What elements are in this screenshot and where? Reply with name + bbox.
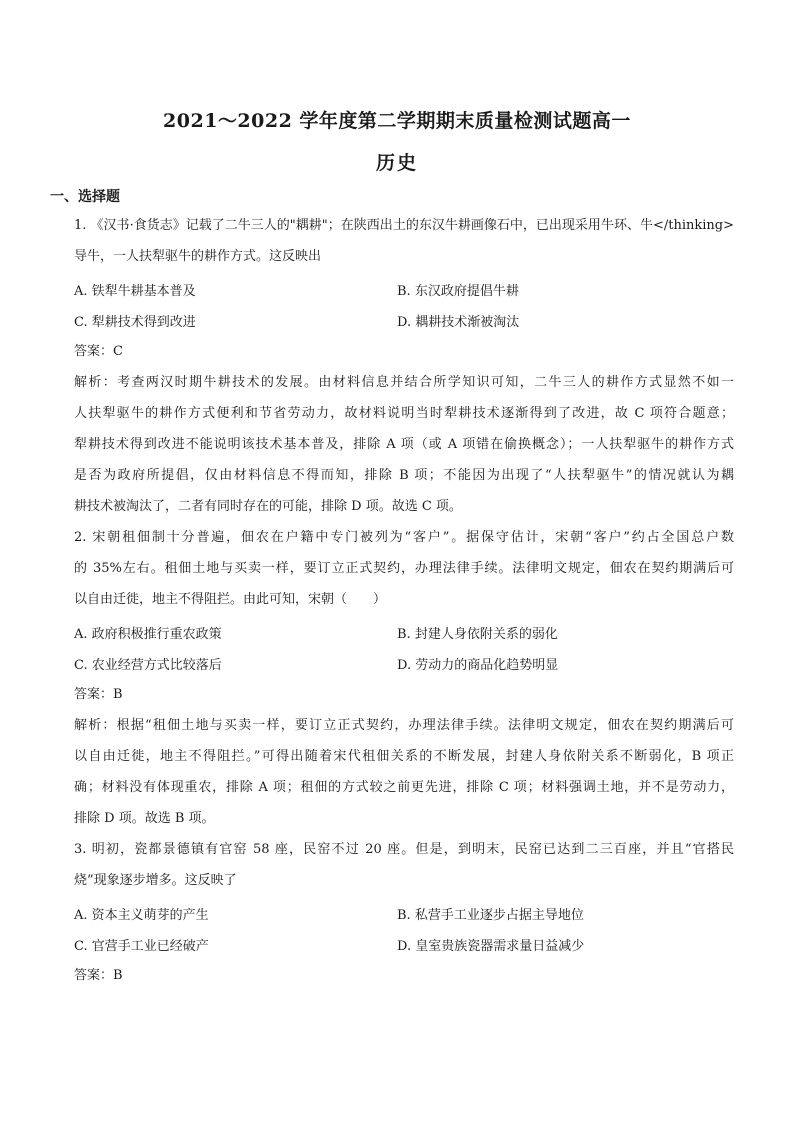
q2-answer: 答案：B — [74, 687, 123, 702]
q1-stem-line-1: 1. 《汉书·食货志》记载了二牛三人的"耦耕"；在陕西出土的东汉牛耕画像石中，已出现采用牛环、牛</thinking> — [74, 218, 734, 233]
q1-stem-line-2: 导牛，一人扶犁驱牛的耕作方式。这反映出 — [74, 249, 322, 264]
q2-stem-line-1: 2. 宋朝租佃制十分普遍，佃农在户籍中专门被列为“客户”。据保守估计，宋朝“客户”约占全国总户数 — [74, 530, 734, 545]
q1-option-b: B. 东汉政府提倡牛耕 — [397, 284, 519, 299]
q2-option-d: D. 劳动力的商品化趋势明显 — [397, 658, 559, 673]
q3-answer: 答案：B — [74, 968, 123, 983]
q3-option-c: C. 官营手工业已经破产 — [74, 939, 209, 954]
q2-option-c: C. 农业经营方式比较落后 — [74, 658, 222, 673]
q1-option-a: A. 铁犁牛耕基本普及 — [74, 284, 196, 299]
q2-stem-line-2: 的 35%左右。租佃土地与买卖一样，要订立正式契约，办理法律手续。法律明文规定，佃农在契约期满后可 — [74, 561, 734, 576]
q1-answer: 答案：C — [74, 344, 123, 359]
q2-analysis-line-3: 确；材料没有体现重农，排除 A 项；租佃的方式较之前更先进，排除 C 项；材料强调土地，并不是劳动力， — [74, 780, 734, 795]
q2-analysis-line-1: 解析：根据“租佃土地与买卖一样，要订立正式契约，办理法律手续。法律明文规定，佃农在契约期满后可 — [74, 718, 734, 733]
q2-analysis-line-2: 以自由迁徙，地主不得阻拦。”可得出随着宋代租佃关系的不断发展，封建人身依附关系不断弱化，B 项正 — [74, 749, 734, 764]
q1-option-d: D. 耦耕技术渐被淘汰 — [397, 315, 520, 330]
q2-analysis-line-4: 排除 D 项。故选 B 项。 — [74, 811, 215, 826]
exam-subject: 历史 — [375, 152, 418, 174]
q3-option-b: B. 私营手工业逐步占据主导地位 — [397, 908, 584, 923]
q3-option-a: A. 资本主义萌芽的产生 — [74, 908, 209, 923]
section-heading: 一、选择题 — [50, 189, 120, 205]
q1-analysis-line-5: 耕技术被淘汰了，二者有同时存在的可能，排除 D 项。故选 C 项。 — [74, 499, 462, 514]
q1-option-c: C. 犁耕技术得到改进 — [74, 315, 196, 330]
q1-analysis-line-3: 犁耕技术得到改进不能说明该技术基本普及，排除 A 项（或 A 项错在偷换概念）；一人扶犁驱牛的耕作方式 — [74, 437, 734, 452]
q3-option-d: D. 皇室贵族瓷器需求量日益减少 — [397, 939, 585, 954]
exam-title: 2021～2022 学年度第二学期期末质量检测试题高一 — [163, 110, 631, 132]
q3-stem-line-2: 烧”现象逐步增多。这反映了 — [74, 873, 237, 888]
q1-analysis-line-4: 是否为政府所提倡，仅由材料信息不得而知，排除 B 项；不能因为出现了“人扶犁驱牛”的情况就认为耦 — [74, 468, 734, 483]
q1-analysis-line-1: 解析：考查两汉时期牛耕技术的发展。由材料信息并结合所学知识可知，二牛三人的耕作方式显然不如一 — [74, 375, 734, 390]
q2-stem-line-3: 以自由迁徙，地主不得阻拦。由此可知，宋朝（ ） — [74, 592, 387, 607]
q2-option-b: B. 封建人身依附关系的弱化 — [397, 627, 558, 642]
q2-option-a: A. 政府积极推行重农政策 — [74, 627, 222, 642]
q1-analysis-line-2: 人扶犁驱牛的耕作方式便利和节省劳动力，故材料说明当时犁耕技术逐渐得到了改进，故 C 项符合题意； — [74, 406, 734, 421]
q3-stem-line-1: 3. 明初，瓷都景德镇有官窑 58 座，民窑不过 20 座。但是，到明末，民窑已达到二三百座，并且“官搭民 — [74, 842, 734, 857]
